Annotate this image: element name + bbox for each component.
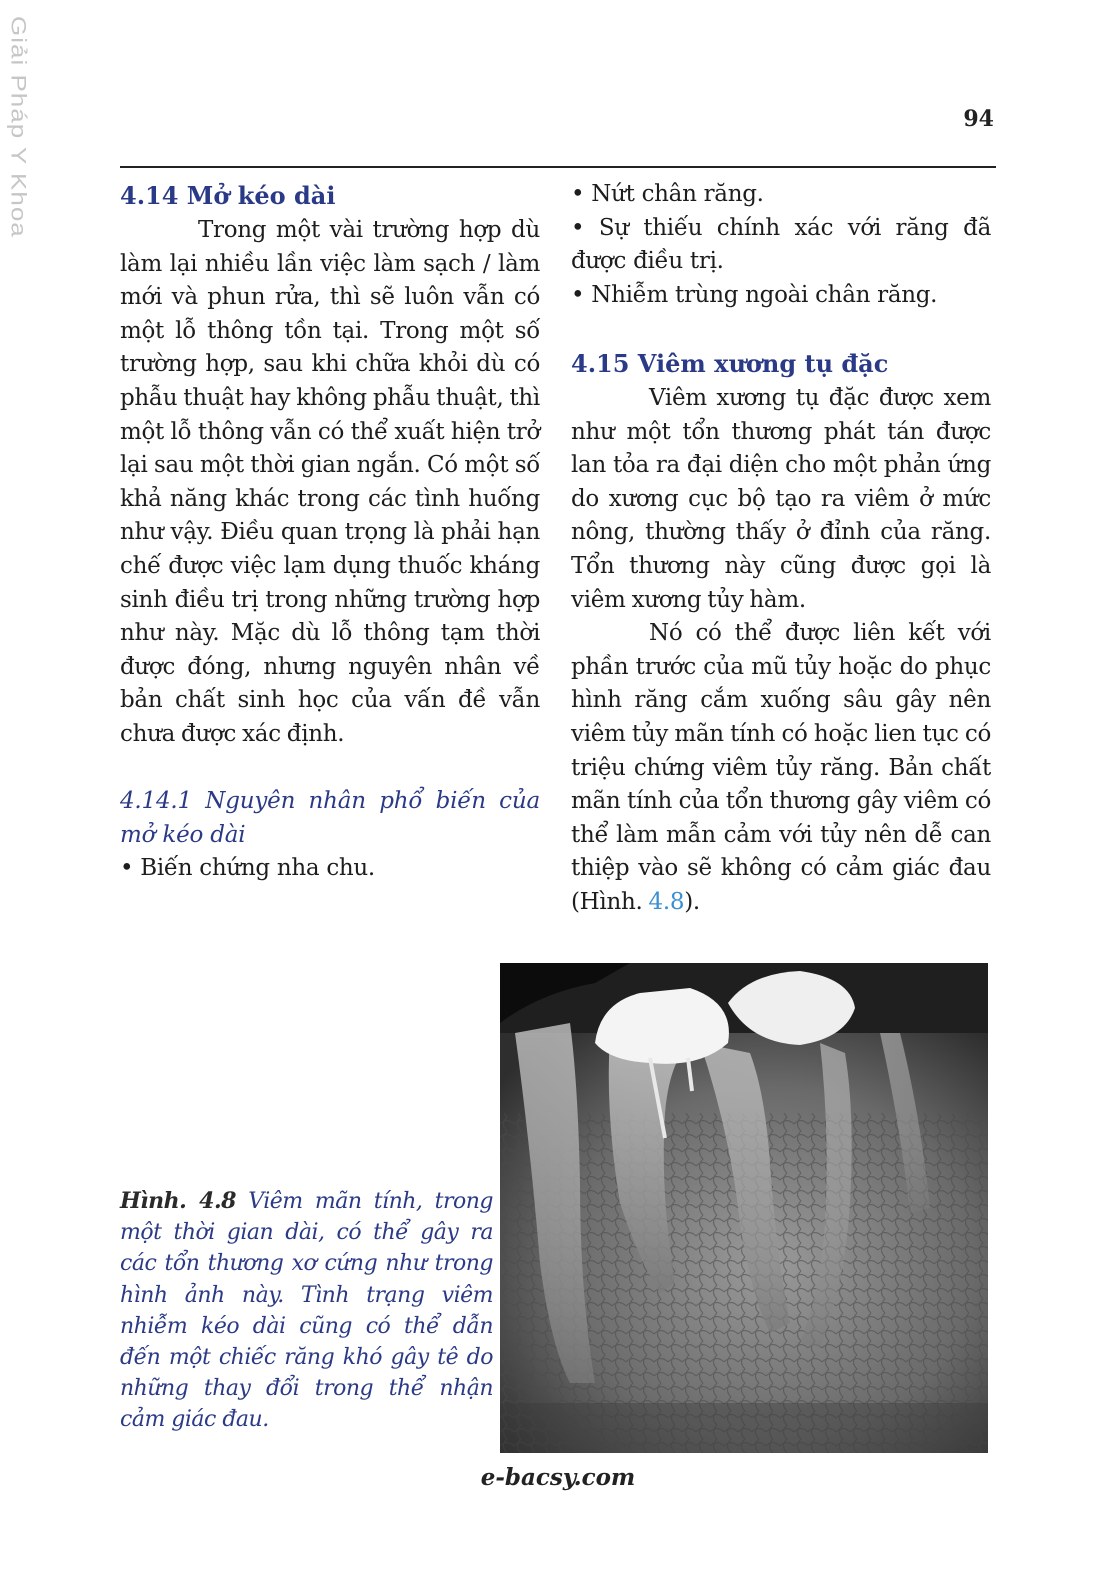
subheading-4-14-1: 4.14.1 Nguyên nhân phổ biến của mở kéo dài	[120, 788, 540, 848]
bullet-item: • Sự thiếu chính xác với răng đã được điều trị.	[571, 214, 991, 275]
paragraph-4-15-b-end: ).	[684, 888, 700, 915]
left-column	[120, 178, 540, 886]
paragraph-4-15-b	[571, 617, 991, 919]
footer-site-url: e-bacsy.com	[480, 1464, 636, 1491]
header-rule	[120, 166, 996, 168]
page-number: 94	[963, 106, 994, 132]
paragraph-4-14: Trong một vài trường hợp dù làm lại nhiều lần việc làm sạch / làm mới và phun rửa, thì sẽ luôn vẫn có một lỗ thông tồn tại. Trong một số trường hợp, sau khi chữa khỏi dù có phẫu thuật hay không phẫu thuật, thì một lỗ thông vẫn có thể xuất hiện trở lại sau một thời gian ngắn. Có một số khả năng khác trong các tình huống như vậy. Điều quan trọng là phải hạn chế được việc lạm dụng thuốc kháng sinh điều trị trong những trường hợp như này. Mặc dù lỗ thông tạm thời được đóng, nhưng nguyên nhân về bản chất sinh học của vấn đề vẫn chưa được xác định.	[120, 217, 540, 747]
section-heading-4-15: 4.15 Viêm xương tụ đặc	[571, 348, 889, 378]
figure-caption	[120, 1186, 493, 1436]
paragraph-4-15-b-text: Nó có thể được liên kết với phần trước của mũ tủy hoặc do phục hình răng cắm xuống sâu gây nên viêm tủy mãn tính có hoặc lien tục có triệu chứng viêm tủy răng. Bản chất mãn tính của tổn thương gây viêm có thể làm mẫn cảm với tủy nên dễ can thiệp vào sẽ không có cảm giác đau (Hình.	[571, 620, 991, 915]
side-watermark: Giải Pháp Y Khoa	[6, 16, 32, 238]
figure-label: Hình. 4.8	[120, 1188, 236, 1214]
bullet-item: • Nhiễm trùng ngoài chân răng.	[571, 281, 938, 308]
dental-xray-image	[500, 963, 988, 1453]
section-heading-4-14: 4.14 Mở kéo dài	[120, 181, 336, 210]
bullet-item: • Nứt chân răng.	[571, 181, 764, 207]
bullet-item: • Biến chứng nha chu.	[120, 855, 375, 882]
paragraph-4-15-a: Viêm xương tụ đặc được xem như một tổn thương phát tán được lan tỏa ra đại diện cho một phản ứng do xương cục bộ tạo ra viêm ở mức nông, thường thấy ở đỉnh của răng. Tổn thương này cũng được gọi là viêm xương tủy hàm.	[571, 384, 991, 613]
right-column	[571, 178, 991, 919]
figure-caption-text: Viêm mãn tính, trong một thời gian dài, có thể gây ra các tổn thương xơ cứng như trong hình ảnh này. Tình trạng viêm nhiễm kéo dài cũng có thể dẫn đến một chiếc răng khó gây tê do những thay đổi trong thể nhận cảm giác đau.	[120, 1189, 493, 1433]
figure-reference-link[interactable]: 4.8	[648, 888, 685, 915]
